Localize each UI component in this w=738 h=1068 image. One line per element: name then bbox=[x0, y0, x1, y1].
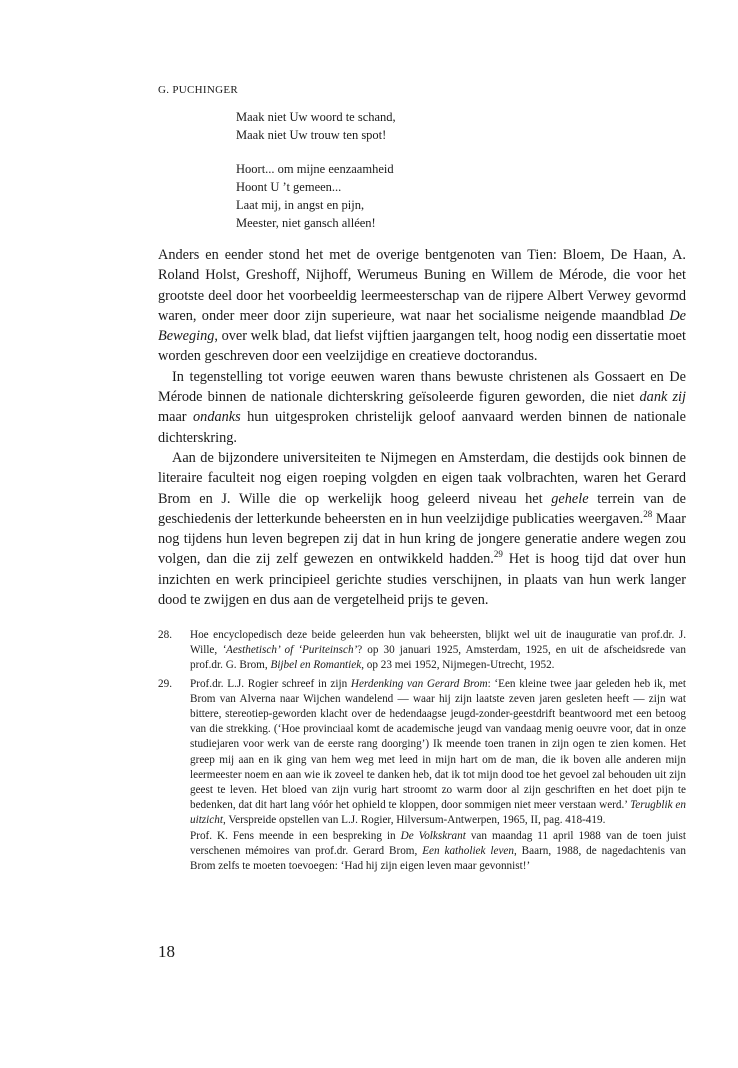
paragraph-1: Anders en eender stond het met de overige bentgenoten van Tien: Bloem, De Haan, A. Roland Holst, Greshoff, Nijhoff, Werumeus Buning en Willem de Mérode, die voor het grootste deel door het voorbeeldig leermeesterschap van de rijpere Albert Verwey gevormd waren, onder meer door zijn superieure, wat naar het socialisme neigende maandblad De Beweging, over welk blad, dat liefst vijftien jaargangen telt, hoog nodig een dissertatie moet worden geschreven door een veelzijdige en creatieve doctorandus. bbox=[158, 247, 686, 365]
footnotes bbox=[158, 628, 686, 877]
footnote-ref-28: 28 bbox=[643, 509, 653, 520]
footnote-number: 29. bbox=[158, 677, 172, 690]
paragraph-3: Aan de bijzondere universiteiten te Nijmegen en Amsterdam, die destijds ook binnen de literaire faculteit nog eigen roeping volgden en eigen taak volbrachten, waren het Gerard Brom en J. Wille die op werkelijk hoog geleerd niveau het gehele terrein van de geschiedenis der letterkunde beheersten en in hun veelzijdige publicaties weergaven.$^{28}$ Maar nog tijdens hun leven begrepen zij dat in hun kring de jongere generatie andere wegen zou volgen, dan die zij zelf gewezen en ontwikkeld hadden.$^{29}$ Het is hoog tijd dat over hun inzichten en werk principieel gerichte studies verschijnen, in plaats van hun werk langer dood te zwijgen en dus aan de vergetelheid prijs te geven. bbox=[158, 449, 687, 609]
paragraph-2: In tegenstelling tot vorige eeuwen waren thans bewuste christenen als Gossaert en De Mérode binnen de nationale dichterskring geïsoleerde figuren geworden, die niet dank zij maar ondanks hun uitgesproken christelijk geloof aanvaard werden binnen de nationale dichterskring. bbox=[158, 368, 686, 446]
main-text bbox=[158, 245, 686, 610]
stanza-break bbox=[236, 144, 396, 160]
page-number: 18 bbox=[158, 942, 175, 961]
footnote-ref-29: 29 bbox=[493, 549, 503, 560]
poem-line: Hoont U ’t gemeen... bbox=[236, 180, 342, 194]
footnote-number: 28. bbox=[158, 629, 172, 641]
footnote-28: 28. Hoe encyclopedisch deze beide geleerden hun vak beheersten, blijkt wel uit de inauguratie van prof.dr. J. Wille, ‘Aesthetisch’ of ‘Puriteinsch’? op 30 januari 1925, Amsterdam, 1925, en uit de afscheidsrede van prof.dr. G. Brom, Bijbel en Romantiek, op 23 mei 1952, Nijmegen-Utrecht, 1952. bbox=[158, 629, 686, 672]
poem-line: Maak niet Uw trouw ten spot! bbox=[236, 128, 387, 142]
poem-line: Maak niet Uw woord te schand, bbox=[236, 110, 396, 124]
running-head: G. PUCHINGER bbox=[158, 84, 238, 96]
poem-quotation bbox=[236, 108, 396, 232]
footnote-29: 29. Prof.dr. L.J. Rogier schreef in zijn Herdenking van Gerard Brom: ‘Een kleine twee jaar geleden heb ik, met Brom van Alverna naar Wijchen wandelend — waar hij zijn laatste zeven jaren gesleten heeft — zijn wat bittere, stereotiep-geworden klacht over de hedendaagse jeugd-zonder-geestdrift beantwoord met een betoog van die strekking. (‘Hoe provinciaal komt de academische jeugd van vandaag menig oeuvre voor, dat in onze studiejaren voor werk van de eerste rang doorging’) Ik meende toen tranen in zijn ogen te zien komen. Het greep mij aan en ik ging van hem weg met leed in mijn hart om de man, die ik boven alle anderen mijn leermeester noem en aan wie ik zoveel te danken heb, dat ik tot mijn dood toe het gevoel zal behouden uit zijn geest te leven. Het bloed van zijn vurig hart stroomt zo warm door al zijn geschriften en het doet pijn te bedenken, dat dit hart lang vóór het ophield te kloppen, door sommigen niet meer verstaan werd.’ Terugblik en uitzicht, Verspreide opstellen van L.J. Rogier, Hilversum-Antwerpen, 1965, II, pag. 418-419. Prof. K. Fens meende in een bespreking in De Volkskrant van maandag 11 april 1988 van de toen juist verschenen mémoires van prof.dr. Gerard Brom, Een katholiek leven, Baarn, 1988, de nagedachtenis van Brom zelfs te moeten toevoegen: ‘Had hij zijn eigen leven maar gevonnist!’ bbox=[158, 677, 686, 873]
poem-line: Laat mij, in angst en pijn, bbox=[236, 198, 365, 212]
poem-line: Hoort... om mijne eenzaamheid bbox=[236, 162, 394, 176]
poem-line: Meester, niet gansch alléen! bbox=[236, 216, 376, 230]
